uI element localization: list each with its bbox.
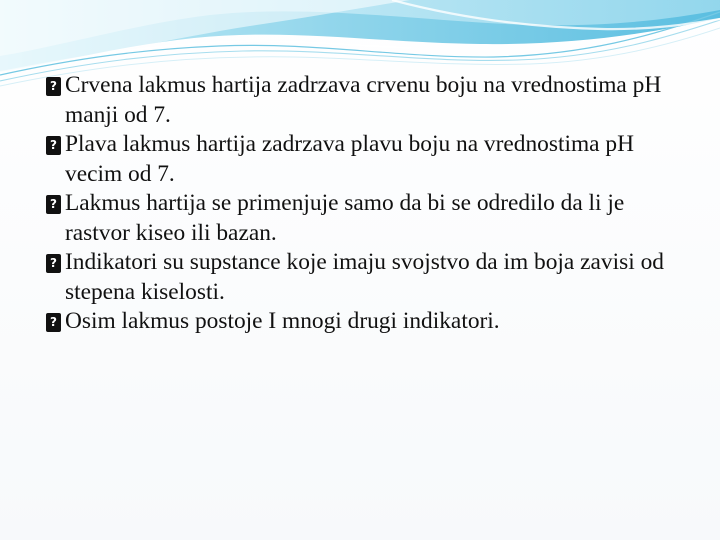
bullet-text: Plava lakmus hartija zadrzava plavu boju na vrednostima pH vecim od 7. bbox=[65, 131, 634, 187]
missing-glyph-icon: ? bbox=[46, 254, 61, 273]
bullet-item bbox=[46, 189, 686, 248]
missing-glyph-icon: ? bbox=[46, 136, 61, 155]
bullet-text: Crvena lakmus hartija zadrzava crvenu boju na vrednostima pH manji od 7. bbox=[65, 72, 662, 128]
missing-glyph-icon: ? bbox=[46, 77, 61, 96]
bullet-item bbox=[46, 130, 686, 189]
bullet-item bbox=[46, 307, 686, 337]
missing-glyph-icon: ? bbox=[46, 195, 61, 214]
bullet-item bbox=[46, 71, 686, 130]
bullet-text: Indikatori su supstance koje imaju svojstvo da im boja zavisi od stepena kiselosti. bbox=[65, 249, 664, 305]
bullet-text: Lakmus hartija se primenjuje samo da bi se odredilo da li je rastvor kiseo ili bazan. bbox=[65, 190, 625, 246]
missing-glyph-icon: ? bbox=[46, 313, 61, 332]
bullet-text: Osim lakmus postoje I mnogi drugi indikatori. bbox=[65, 308, 500, 334]
bullet-list bbox=[46, 71, 686, 337]
bullet-item bbox=[46, 248, 686, 307]
